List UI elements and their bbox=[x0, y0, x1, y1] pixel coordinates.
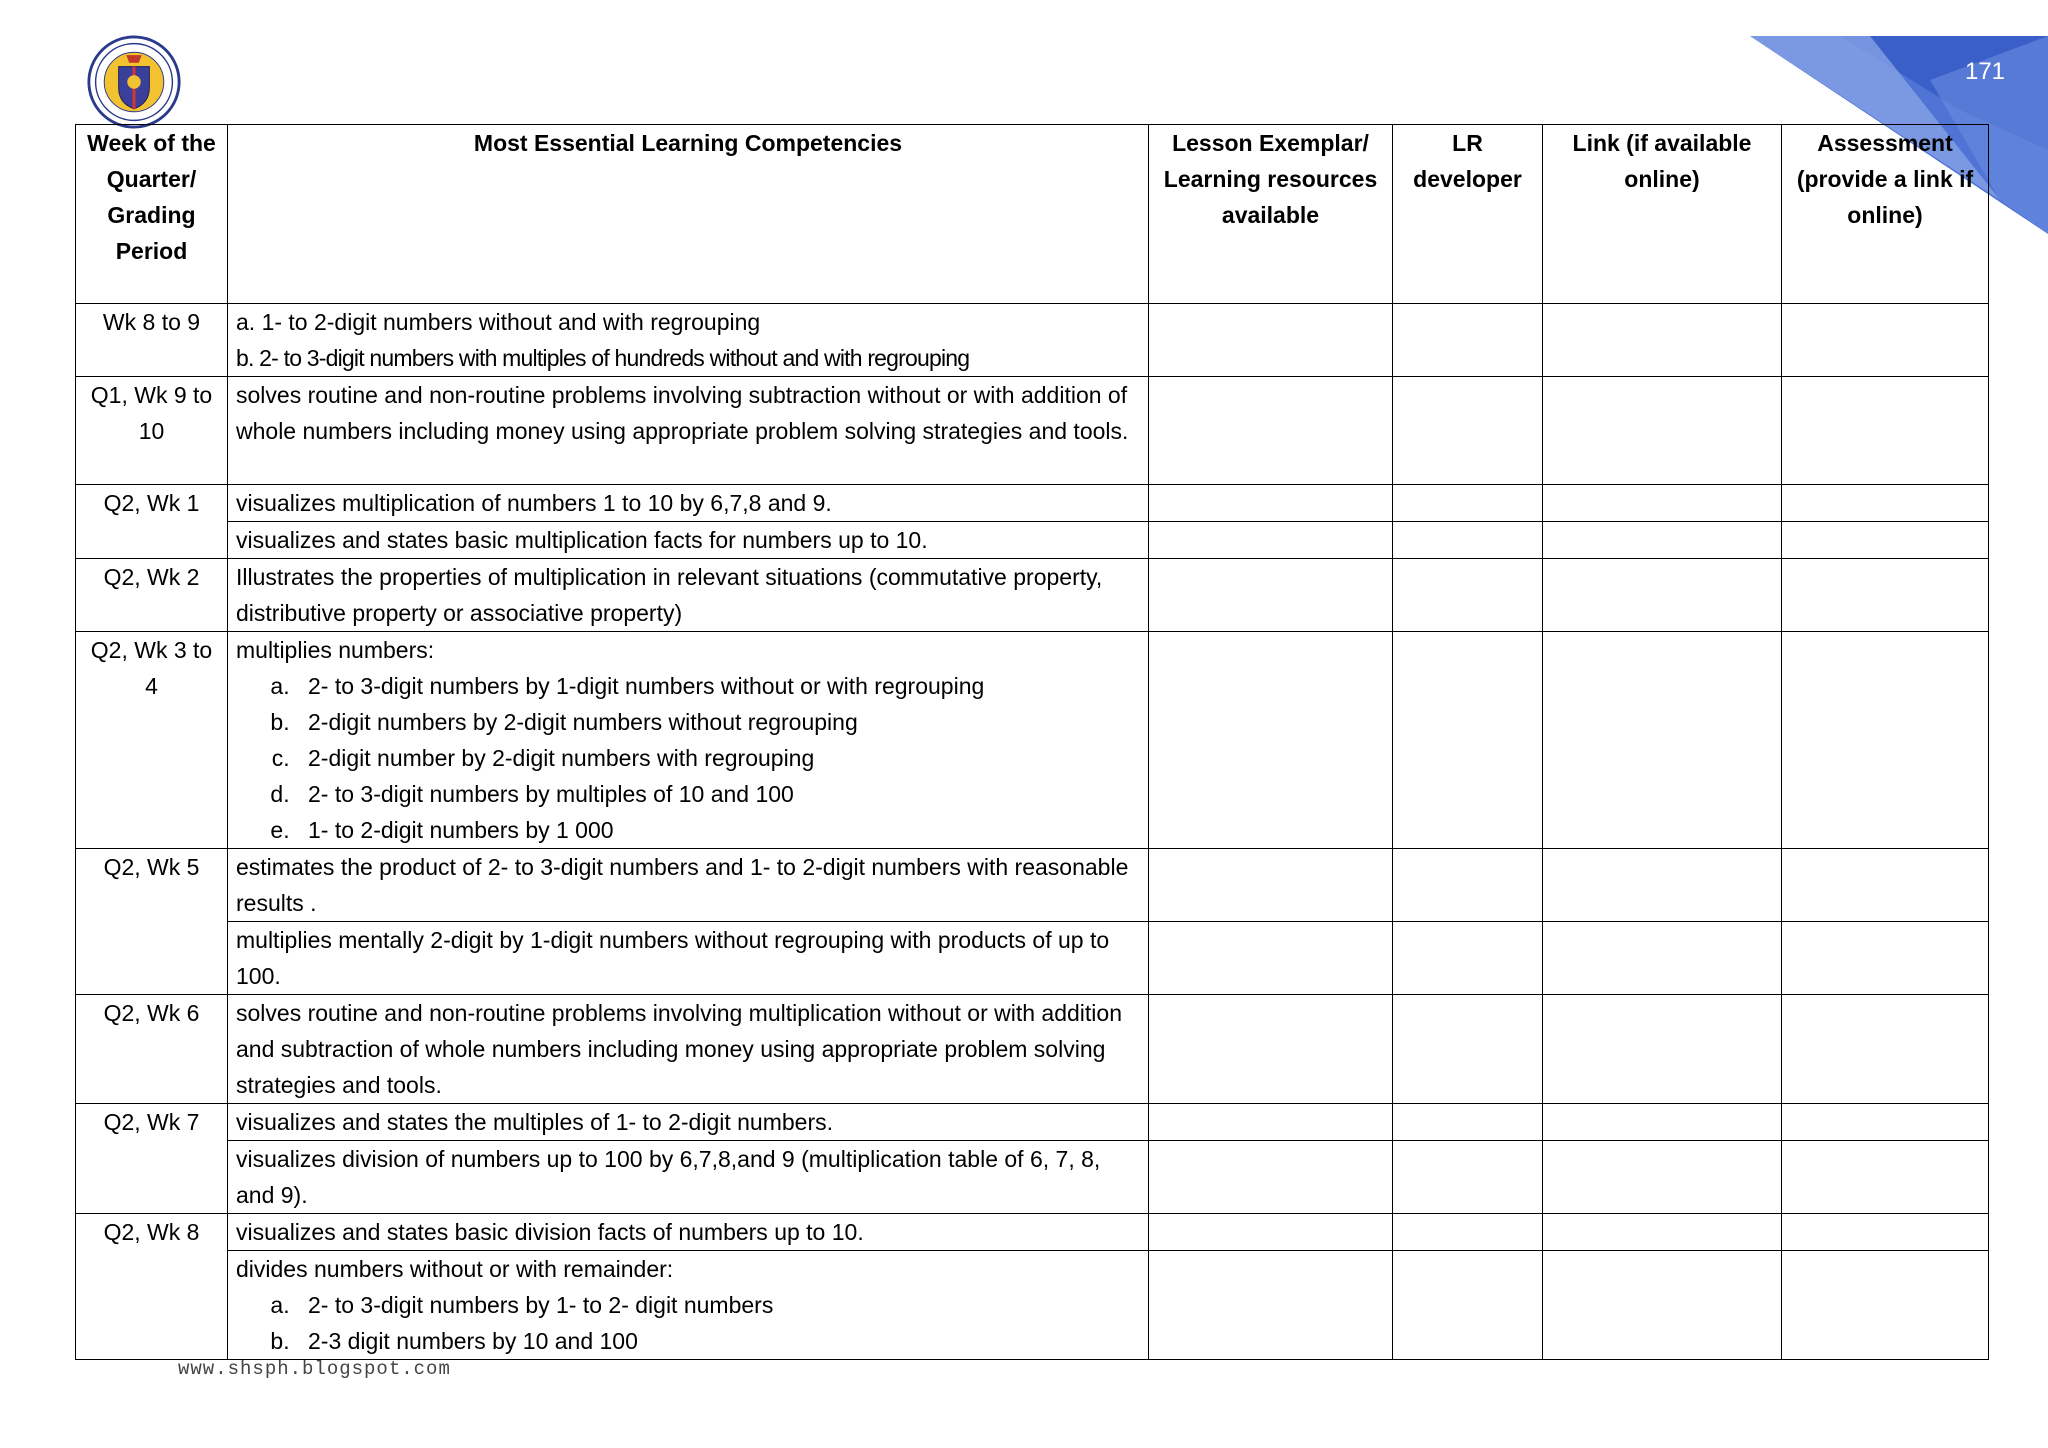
competency-cell bbox=[228, 1251, 1149, 1360]
competency-intro: multiplies numbers: bbox=[236, 637, 435, 663]
competency-item-b: b. 2- to 3-digit numbers with multiples of hundreds without and with regrouping bbox=[236, 345, 970, 371]
table-header-row bbox=[76, 125, 1989, 304]
header-week: Week of the Quarter/ Grading Period bbox=[76, 125, 228, 304]
list-item: b. 2-digit numbers by 2-digit numbers without regrouping bbox=[296, 704, 1140, 740]
competency-cell: visualizes multiplication of numbers 1 to 10 by 6,7,8 and 9. bbox=[228, 485, 1149, 522]
competency-cell: visualizes and states basic division facts of numbers up to 10. bbox=[228, 1214, 1149, 1251]
week-cell: Q2, Wk 8 bbox=[76, 1214, 228, 1360]
week-cell: Q2, Wk 1 bbox=[76, 485, 228, 559]
table-row bbox=[76, 1141, 1989, 1214]
page-number: 171 bbox=[1964, 58, 2006, 85]
table-row bbox=[76, 922, 1989, 995]
header-competencies: Most Essential Learning Competencies bbox=[228, 125, 1149, 304]
header-link: Link (if available online) bbox=[1543, 125, 1782, 304]
header-assessment: Assessment (provide a link if online) bbox=[1782, 125, 1989, 304]
competency-cell: visualizes and states the multiples of 1- to 2-digit numbers. bbox=[228, 1104, 1149, 1141]
week-cell: Q2, Wk 2 bbox=[76, 559, 228, 632]
table-row bbox=[76, 377, 1989, 485]
table-row bbox=[76, 522, 1989, 559]
table-row bbox=[76, 849, 1989, 922]
table-row bbox=[76, 485, 1989, 522]
competency-cell: visualizes division of numbers up to 100 by 6,7,8,and 9 (multiplication table of 6, 7, 8, and 9). bbox=[228, 1141, 1149, 1214]
list-item: b. 2-3 digit numbers by 10 and 100 bbox=[296, 1323, 1140, 1359]
competency-intro: divides numbers without or with remainder: bbox=[236, 1256, 674, 1282]
competency-cell: estimates the product of 2- to 3-digit numbers and 1- to 2-digit numbers with reasonable results . bbox=[228, 849, 1149, 922]
week-cell: Q2, Wk 6 bbox=[76, 995, 228, 1104]
table-row bbox=[76, 304, 1989, 377]
competency-cell bbox=[228, 632, 1149, 849]
competency-cell: visualizes and states basic multiplication facts for numbers up to 10. bbox=[228, 522, 1149, 559]
header-lesson-exemplar: Lesson Exemplar/ Learning resources available bbox=[1149, 125, 1393, 304]
table-row bbox=[76, 559, 1989, 632]
week-cell: Q2, Wk 7 bbox=[76, 1104, 228, 1214]
list-item: a. 2- to 3-digit numbers by 1- to 2- digit numbers bbox=[296, 1287, 1140, 1323]
list-item: c. 2-digit number by 2-digit numbers with regrouping bbox=[296, 740, 1140, 776]
list-item: d. 2- to 3-digit numbers by multiples of 10 and 100 bbox=[296, 776, 1140, 812]
table-row bbox=[76, 1251, 1989, 1360]
table-row bbox=[76, 1104, 1989, 1141]
competency-sublist bbox=[236, 668, 1140, 848]
deped-seal-logo bbox=[86, 34, 182, 130]
competency-cell bbox=[228, 304, 1149, 377]
competency-item-a: a. 1- to 2-digit numbers without and with regrouping bbox=[236, 309, 761, 335]
week-cell: Q2, Wk 5 bbox=[76, 849, 228, 995]
competency-cell: solves routine and non-routine problems involving subtraction without or with addition of whole numbers including money using appropriate problem solving strategies and tools. bbox=[228, 377, 1149, 485]
list-item: e. 1- to 2-digit numbers by 1 000 bbox=[296, 812, 1140, 848]
week-cell: Q2, Wk 3 to 4 bbox=[76, 632, 228, 849]
competency-cell: solves routine and non-routine problems involving multiplication without or with addition and subtraction of whole numbers including money using appropriate problem solving strategies and tools. bbox=[228, 995, 1149, 1104]
competency-cell: multiplies mentally 2-digit by 1-digit numbers without regrouping with products of up to 100. bbox=[228, 922, 1149, 995]
footer-url[interactable]: www.shsph.blogspot.com bbox=[178, 1358, 451, 1380]
week-cell: Wk 8 to 9 bbox=[76, 304, 228, 377]
table-row bbox=[76, 632, 1989, 849]
header-lr-developer: LR developer bbox=[1393, 125, 1543, 304]
week-cell: Q1, Wk 9 to 10 bbox=[76, 377, 228, 485]
competency-sublist bbox=[236, 1287, 1140, 1359]
list-item: a. 2- to 3-digit numbers by 1-digit numbers without or with regrouping bbox=[296, 668, 1140, 704]
table-row bbox=[76, 995, 1989, 1104]
competency-cell: Illustrates the properties of multiplication in relevant situations (commutative property, distributive property or associative property) bbox=[228, 559, 1149, 632]
table-row bbox=[76, 1214, 1989, 1251]
competencies-table bbox=[75, 124, 1989, 1360]
